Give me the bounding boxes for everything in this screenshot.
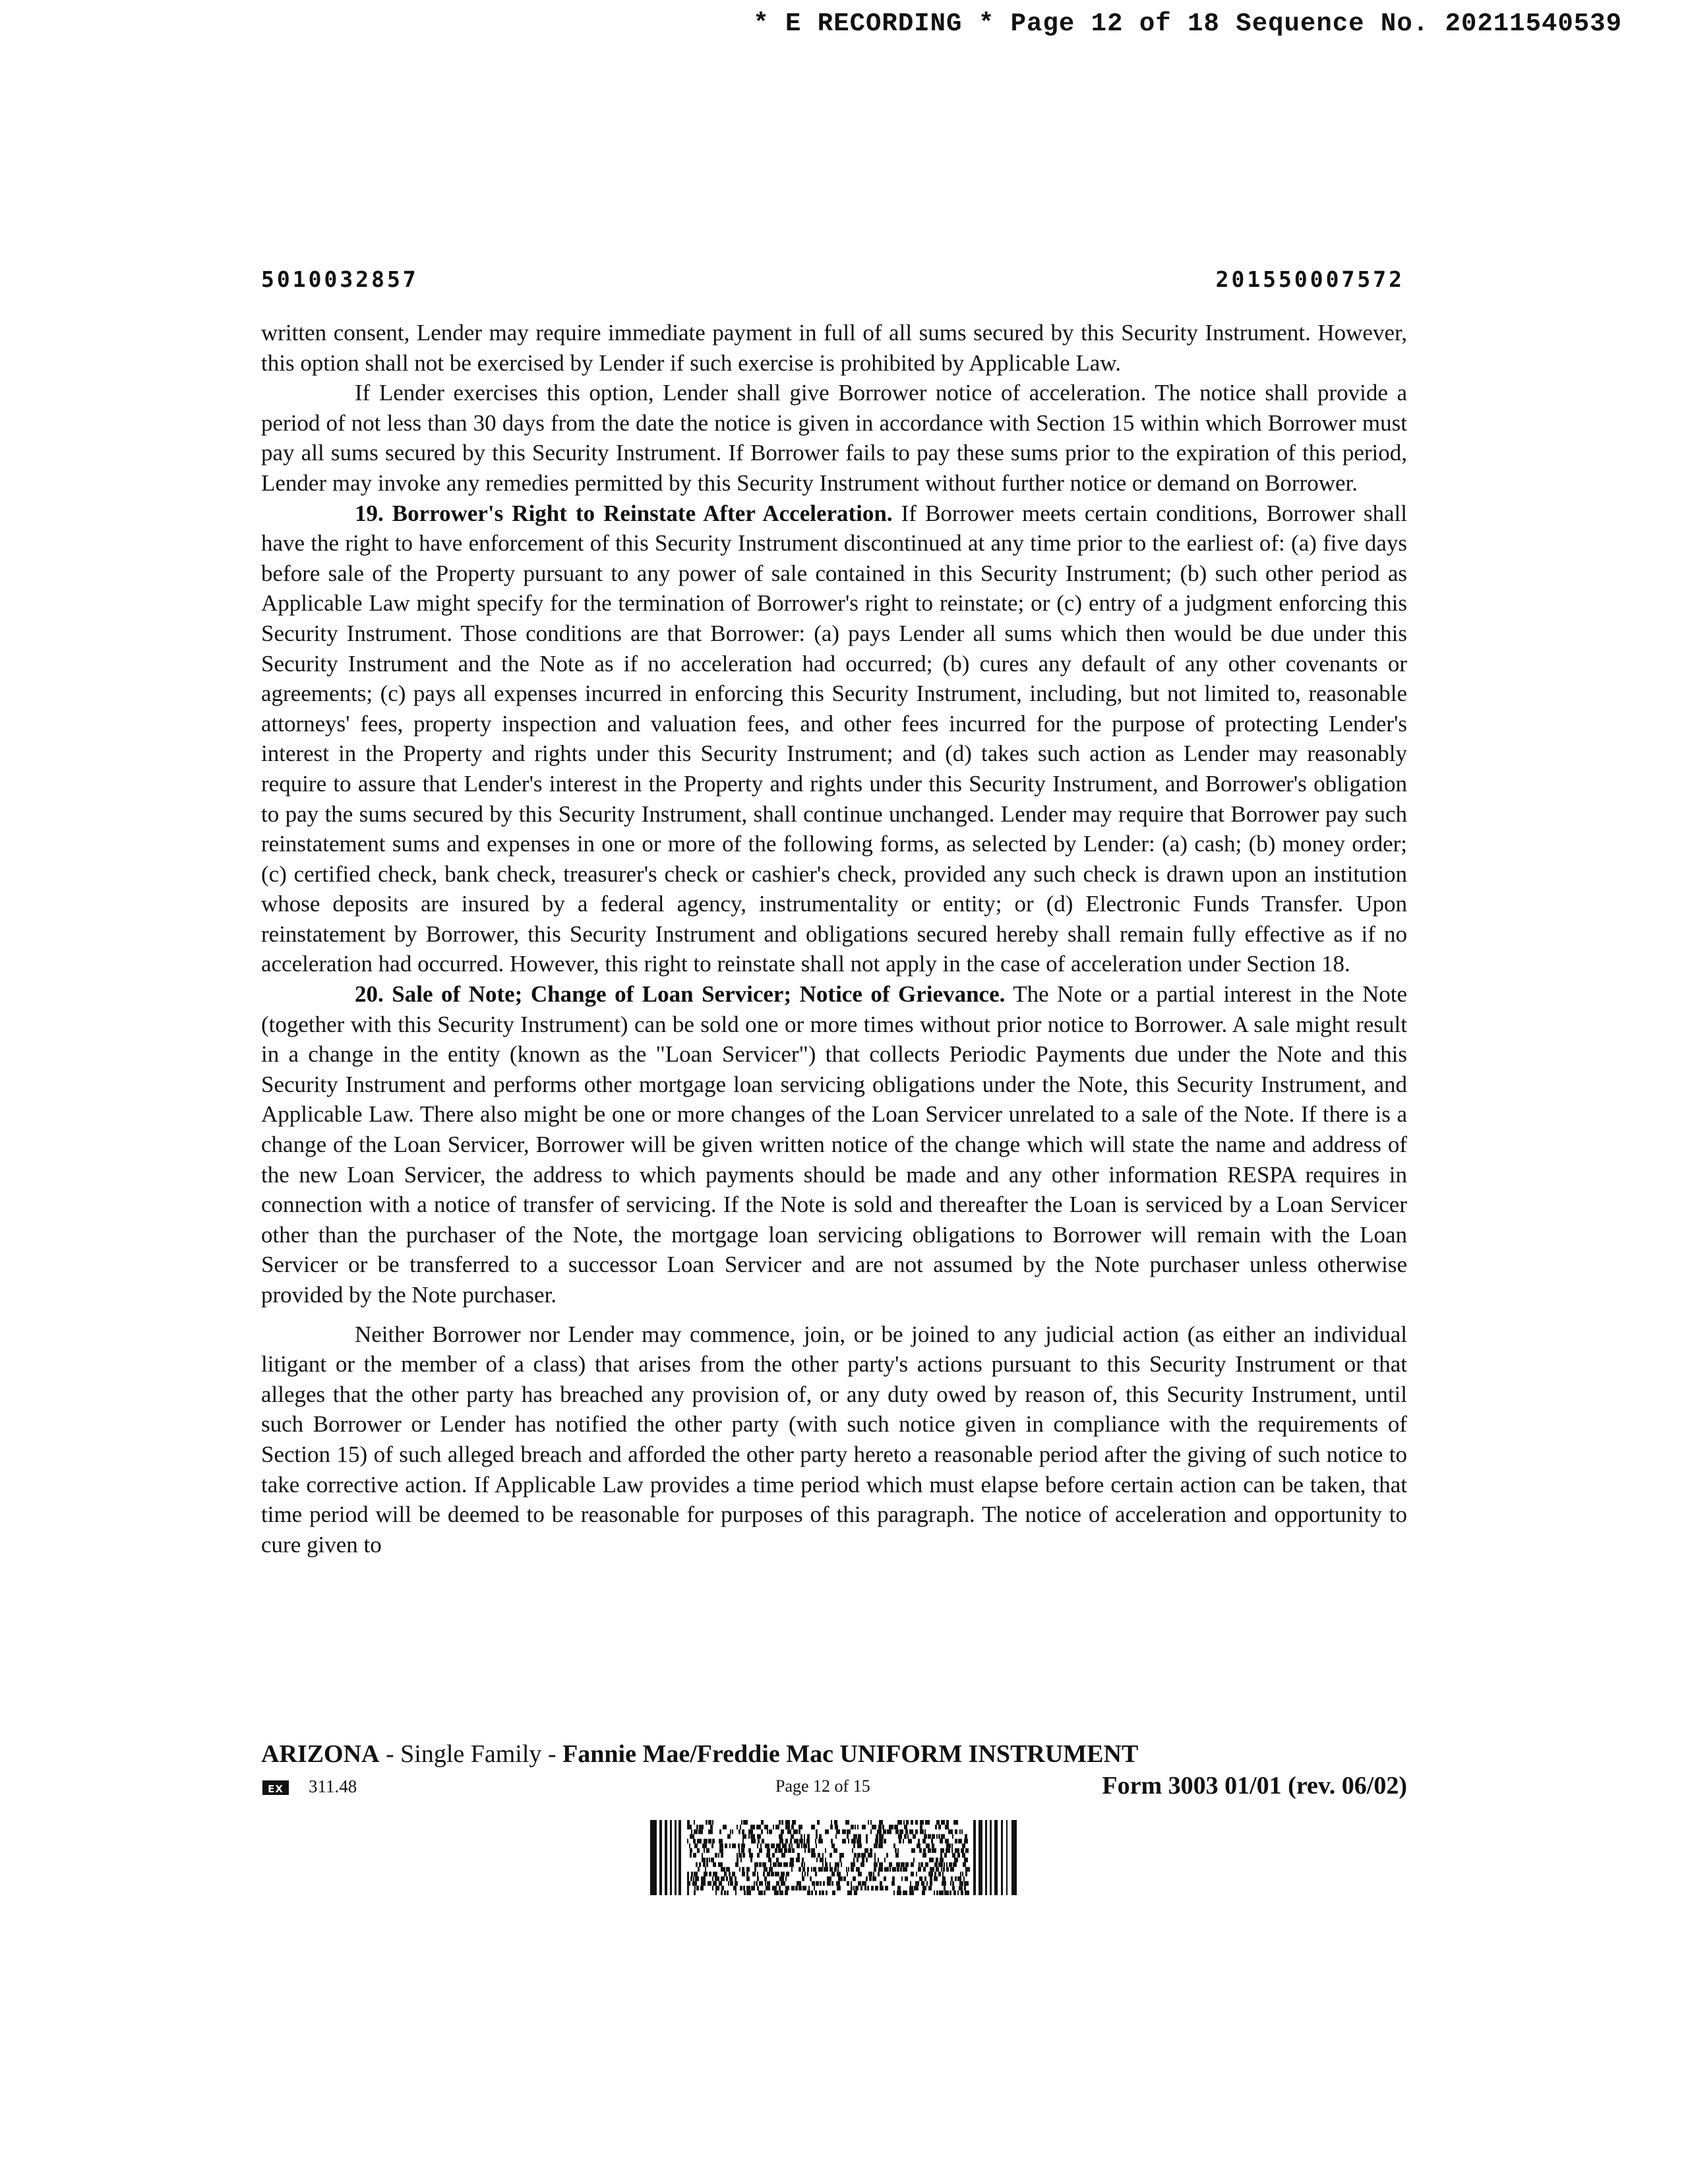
section-20-title: 20. Sale of Note; Change of Loan Servicer; Notice of Grievance. (355, 981, 1006, 1008)
loan-number-right: 201550007572 (1215, 266, 1404, 292)
form-family: - Single Family - (379, 1740, 563, 1768)
paragraph-acceleration-notice: If Lender exercises this option, Lender shall give Borrower notice of acceleration. The notice shall provide a period of not less than 30 days from the date the notice is given in accordance with Section 15 within which Borrower must pay all sums secured by this Security Instrument. If Borrower fails to pay these sums prior to the expiration of this period, Lender may invoke any remedies permitted by this Security Instrument without further notice or demand on Borrower. (261, 380, 1407, 496)
section-20 (261, 979, 1407, 1310)
form-title (261, 1740, 1138, 1769)
barcode-icon (650, 1820, 1019, 1895)
section-19 (261, 499, 1407, 980)
loan-number-left: 5010032857 (261, 266, 419, 292)
form-code: 311.48 (309, 1776, 357, 1796)
form-state: ARIZONA (261, 1740, 380, 1768)
form-number: Form 3003 01/01 (rev. 06/02) (1102, 1772, 1407, 1800)
document-body (261, 318, 1407, 1560)
paragraph-continued: written consent, Lender may require immediate payment in full of all sums secured by this Security Instrument. However, this option shall not be exercised by Lender if such exercise is prohibited by Applicable Law. (261, 320, 1407, 376)
ex-logo-icon: EX (262, 1780, 289, 1795)
recording-stamp: * E RECORDING * Page 12 of 18 Sequence No. 20211540539 (753, 9, 1622, 38)
page-number: Page 12 of 15 (775, 1776, 870, 1796)
section-19-title: 19. Borrower's Right to Reinstate After Acceleration. (355, 500, 893, 526)
footer-row (261, 1774, 1407, 1803)
section-19-text: If Borrower meets certain conditions, Borrower shall have the right to have enforcement of this Security Instrument discontinued at any time prior to the earliest of: (a) five days before sale of the Property pursuant to any power of sale contained in this Security Instrument; (b) such other period as Applicable Law might specify for the termination of Borrower's right to reinstate; or (c) entry of a judgment enforcing this Security Instrument. Those conditions are that Borrower: (a) pays Lender all sums which then would be due under this Security Instrument and the Note as if no acceleration had occurred; (b) cures any default of any other covenants or agreements; (c) pays all expenses incurred in enforcing this Security Instrument, including, but not limited to, reasonable attorneys' fees, property inspection and valuation fees, and other fees incurred for the purpose of protecting Lender's interest in the Property and rights under this Security Instrument; and (d) takes such action as Lender may reasonably require to assure that Lender's interest in the Property and rights under this Security Instrument, and Borrower's obligation to pay the sums secured by this Security Instrument, shall continue unchanged. Lender may require that Borrower pay such reinstatement sums and expenses in one or more of the following forms, as selected by Lender: (a) cash; (b) money order; (c) certified check, bank check, treasurer's check or cashier's check, provided any such check is drawn upon an institution whose deposits are insured by a federal agency, instrumentality or entity; or (d) Electronic Funds Transfer. Upon reinstatement by Borrower, this Security Instrument and obligations secured hereby shall remain fully effective as if no acceleration had occurred. However, this right to reinstate shall not apply in the case of acceleration under Section 18. (261, 500, 1407, 977)
paragraph-grievance: Neither Borrower nor Lender may commence, join, or be joined to any judicial action (as either an individual litigant or the member of a class) that arises from the other party's actions pursuant to this Security Instrument or that alleges that the other party has breached any provision of, or any duty owed by reason of, this Security Instrument, until such Borrower or Lender has notified the other party (with such notice given in compliance with the requirements of Section 15) of such alleged breach and afforded the other party hereto a reasonable period after the giving of such notice to take corrective action. If Applicable Law provides a time period which must elapse before certain action can be taken, that time period will be deemed to be reasonable for purposes of this paragraph. The notice of acceleration and opportunity to cure given to (261, 1321, 1407, 1558)
form-instrument: Fannie Mae/Freddie Mac UNIFORM INSTRUMENT (562, 1740, 1139, 1768)
section-20-text: The Note or a partial interest in the Note (together with this Security Instrument) can be sold one or more times without prior notice to Borrower. A sale might result in a change in the entity (known as the "Loan Servicer") that collects Periodic Payments due under the Note and this Security Instrument and performs other mortgage loan servicing obligations under the Note, this Security Instrument, and Applicable Law. There also might be one or more changes of the Loan Servicer unrelated to a sale of the Note. If there is a change of the Loan Servicer, Borrower will be given written notice of the change which will state the name and address of the new Loan Servicer, the address to which payments should be made and any other information RESPA requires in connection with a notice of transfer of servicing. If the Note is sold and thereafter the Loan is serviced by a Loan Servicer other than the purchaser of the Note, the mortgage loan servicing obligations to Borrower will remain with the Loan Servicer or be transferred to a successor Loan Servicer and are not assumed by the Note purchaser unless otherwise provided by the Note purchaser. (261, 981, 1407, 1308)
